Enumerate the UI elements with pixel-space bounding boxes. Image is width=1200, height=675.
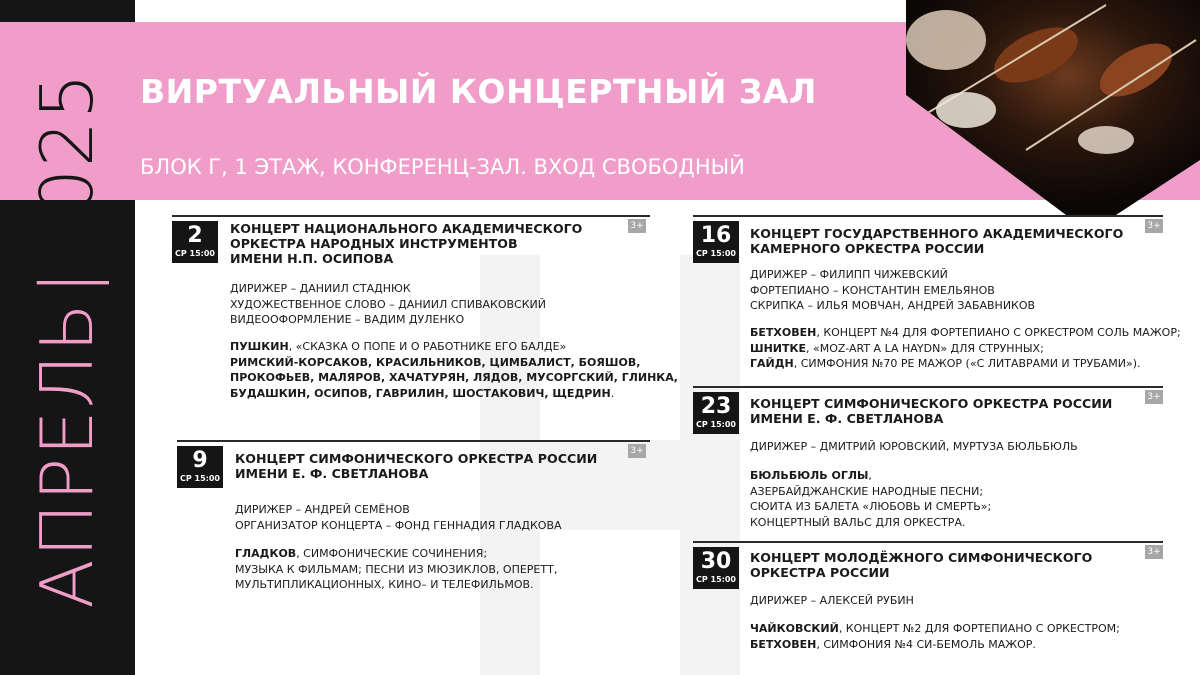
event-divider	[172, 215, 650, 217]
year-label: 2025	[25, 71, 109, 263]
event-performers	[750, 593, 914, 609]
program-line: ПУШКИН, «СКАЗКА О ПОПЕ И О РАБОТНИКЕ ЕГО БАЛДЕ»	[230, 340, 567, 353]
event-day: 16	[700, 223, 732, 248]
performer-line: ОРГАНИЗАТОР КОНЦЕРТА – ФОНД ГЕННАДИЯ ГЛАДКОВА	[235, 518, 562, 532]
performer-line: ДИРИЖЕР – ДАНИИЛ СТАДНЮК	[230, 282, 411, 295]
orchestra-photo	[906, 0, 1200, 215]
event-program	[750, 325, 1181, 372]
age-rating-badge: 3+	[1145, 390, 1163, 404]
event-title-line: КОНЦЕРТ НАЦИОНАЛЬНОГО АКАДЕМИЧЕСКОГО	[230, 221, 583, 236]
event-performers	[750, 267, 1035, 314]
event-performers	[750, 439, 1078, 455]
event-title-line: КОНЦЕРТ МОЛОДЁЖНОГО СИМФОНИЧЕСКОГО	[750, 550, 1093, 565]
event-time: СР 15:00	[180, 474, 220, 483]
event-day: 30	[700, 549, 732, 574]
event-card	[177, 440, 650, 600]
event-title-line: ОРКЕСТРА РОССИИ	[750, 565, 890, 580]
month-year-vertical	[7, 40, 127, 640]
date-box	[693, 221, 739, 263]
month-label: АПРЕЛЬ	[25, 300, 109, 609]
program-line: БЕТХОВЕН, КОНЦЕРТ №4 ДЛЯ ФОРТЕПИАНО С ОРКЕСТРОМ СОЛЬ МАЖОР;	[750, 326, 1181, 339]
program-line: СЮИТА ИЗ БАЛЕТА «ЛЮБОВЬ И СМЕРТЬ»;	[750, 500, 992, 513]
page-title: ВИРТУАЛЬНЫЙ КОНЦЕРТНЫЙ ЗАЛ	[140, 72, 817, 111]
performer-line: ДИРИЖЕР – ДМИТРИЙ ЮРОВСКИЙ, МУРТУЗА БЮЛЬБЮЛЬ	[750, 440, 1078, 453]
event-program	[235, 546, 557, 593]
program-line: ГАЙДН, СИМФОНИЯ №70 РЕ МАЖОР («С ЛИТАВРАМИ И ТРУБАМИ»).	[750, 357, 1141, 370]
event-time: СР 15:00	[696, 420, 736, 429]
event-card	[693, 386, 1163, 536]
event-time: СР 15:00	[696, 249, 736, 258]
program-line: ШНИТКЕ, «MOZ-ART A LA HAYDN» ДЛЯ СТРУННЫХ;	[750, 341, 1044, 355]
event-title-line: КОНЦЕРТ ГОСУДАРСТВЕННОГО АКАДЕМИЧЕСКОГО	[750, 226, 1124, 241]
program-line: МУЛЬТИПЛИКАЦИОННЫХ, КИНО– И ТЕЛЕФИЛЬМОВ.	[235, 578, 534, 591]
program-line: ПРОКОФЬЕВ, МАЛЯРОВ, ХАЧАТУРЯН, ЛЯДОВ, МУСОРГСКИЙ, ГЛИНКА,	[230, 371, 678, 384]
event-title	[750, 396, 1112, 426]
program-line: АЗЕРБАЙДЖАНСКИЕ НАРОДНЫЕ ПЕСНИ;	[750, 484, 984, 498]
program-line: МУЗЫКА К ФИЛЬМАМ; ПЕСНИ ИЗ МЮЗИКЛОВ, ОПЕРЕТТ,	[235, 562, 558, 576]
event-title	[750, 550, 1092, 580]
age-rating-badge: 3+	[1145, 545, 1163, 559]
event-card	[693, 541, 1163, 666]
event-title-line: КОНЦЕРТ СИМФОНИЧЕСКОГО ОРКЕСТРА РОССИИ	[750, 396, 1113, 411]
page-subtitle: БЛОК Г, 1 ЭТАЖ, КОНФЕРЕНЦ-ЗАЛ. ВХОД СВОБОДНЫЙ	[140, 155, 745, 179]
age-rating-badge: 3+	[1145, 219, 1163, 233]
separator: |	[25, 268, 109, 295]
date-box	[177, 446, 223, 488]
event-title-line: ИМЕНИ Н.П. ОСИПОВА	[230, 251, 394, 266]
performer-line: ДИРИЖЕР – ФИЛИПП ЧИЖЕВСКИЙ	[750, 268, 948, 281]
event-card	[693, 215, 1181, 375]
event-divider	[177, 440, 650, 442]
event-title-line: КОНЦЕРТ СИМФОНИЧЕСКОГО ОРКЕСТРА РОССИИ	[235, 451, 598, 466]
event-title-line: ИМЕНИ Е. Ф. СВЕТЛАНОВА	[235, 466, 429, 481]
event-program	[750, 468, 991, 530]
event-time: СР 15:00	[696, 575, 736, 584]
event-day: 9	[192, 448, 208, 473]
event-program	[750, 621, 1120, 652]
date-box	[693, 392, 739, 434]
program-line: ЧАЙКОВСКИЙ, КОНЦЕРТ №2 ДЛЯ ФОРТЕПИАНО С ОРКЕСТРОМ;	[750, 622, 1120, 635]
event-title	[750, 226, 1123, 256]
performer-line: ДИРИЖЕР – АЛЕКСЕЙ РУБИН	[750, 594, 914, 607]
event-day: 23	[700, 394, 732, 419]
program-line: РИМСКИЙ-КОРСАКОВ, КРАСИЛЬНИКОВ, ЦИМБАЛИСТ, БОЯШОВ,	[230, 355, 641, 369]
age-rating-badge: 3+	[628, 219, 646, 233]
event-title-line: КАМЕРНОГО ОРКЕСТРА РОССИИ	[750, 241, 985, 256]
event-day: 2	[187, 223, 203, 248]
event-divider	[693, 541, 1163, 543]
event-performers	[235, 502, 562, 533]
event-performers	[230, 281, 546, 328]
event-title	[230, 221, 582, 266]
performer-line: ФОРТЕПИАНО – КОНСТАНТИН ЕМЕЛЬЯНОВ	[750, 283, 995, 297]
performer-line: СКРИПКА – ИЛЬЯ МОВЧАН, АНДРЕЙ ЗАБАВНИКОВ	[750, 299, 1036, 312]
program-line: БУДАШКИН, ОСИПОВ, ГАВРИЛИН, ШОСТАКОВИЧ, ЩЕДРИН.	[230, 386, 615, 400]
performer-line: ВИДЕООФОРМЛЕНИЕ – ВАДИМ ДУЛЕНКО	[230, 313, 465, 326]
event-divider	[693, 386, 1163, 388]
event-program	[230, 339, 678, 401]
event-time: СР 15:00	[175, 249, 215, 258]
event-card	[172, 215, 678, 405]
performer-line: ХУДОЖЕСТВЕННОЕ СЛОВО – ДАНИИЛ СПИВАКОВСКИЙ	[230, 297, 546, 311]
date-box	[172, 221, 218, 263]
performer-line: ДИРИЖЕР – АНДРЕЙ СЕМЁНОВ	[235, 503, 410, 516]
event-divider	[693, 215, 1163, 217]
program-line: БЮЛЬБЮЛЬ ОГЛЫ,	[750, 469, 872, 482]
event-title-line: ИМЕНИ Е. Ф. СВЕТЛАНОВА	[750, 411, 944, 426]
event-title	[235, 451, 597, 481]
event-title-line: ОРКЕСТРА НАРОДНЫХ ИНСТРУМЕНТОВ	[230, 236, 518, 251]
age-rating-badge: 3+	[628, 444, 646, 458]
program-line: БЕТХОВЕН, СИМФОНИЯ №4 СИ-БЕМОЛЬ МАЖОР.	[750, 637, 1036, 651]
program-line: ГЛАДКОВ, СИМФОНИЧЕСКИЕ СОЧИНЕНИЯ;	[235, 547, 488, 560]
date-box	[693, 547, 739, 589]
program-line: КОНЦЕРТНЫЙ ВАЛЬС ДЛЯ ОРКЕСТРА.	[750, 515, 966, 529]
